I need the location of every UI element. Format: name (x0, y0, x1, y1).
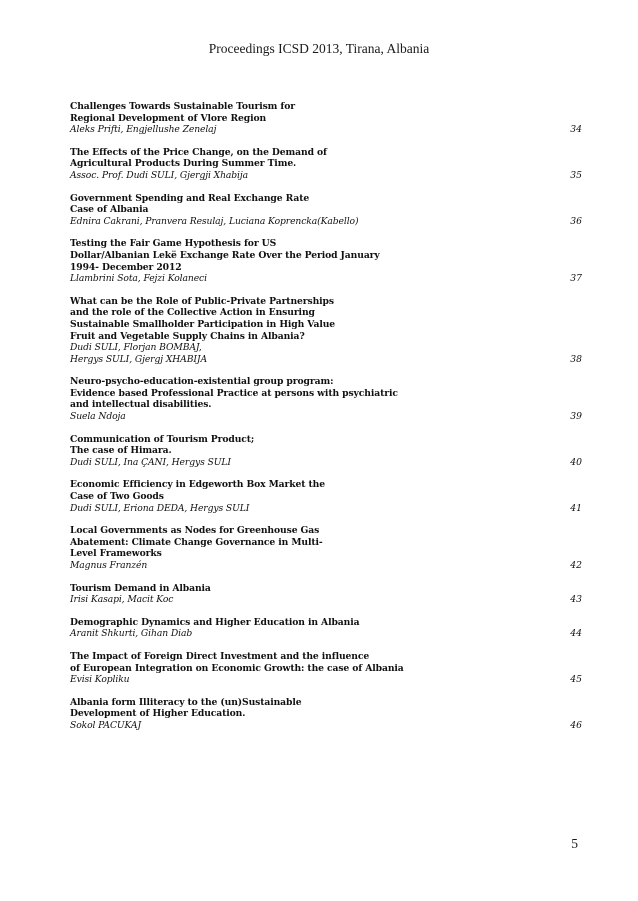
toc-entry-title: Tourism Demand in Albania (70, 582, 211, 594)
toc-entry (70, 238, 582, 284)
toc-entry-title: The Impact of Foreign Direct Investment and the influence (70, 650, 370, 662)
toc-entry-authors: Magnus Franzén (70, 560, 148, 571)
toc-entry-page: 40 (570, 456, 582, 468)
toc-entry-page: 34 (570, 124, 582, 136)
toc-entry-authors: Hergys SULI, Gjergj XHABIJA (70, 353, 208, 365)
toc-entry-page: 42 (570, 560, 582, 571)
toc-entry (70, 583, 582, 606)
toc-entry-title: Regional Development of Vlore Region (70, 112, 267, 124)
toc-entry-page: 45 (570, 674, 582, 686)
toc-entry-page: 41 (570, 502, 582, 514)
toc-entry-authors: Ednira Cakrani, Pranvera Resulaj, Luciana Koprencka(Kabello) (70, 215, 359, 227)
toc-entry-page: 38 (570, 353, 582, 365)
toc-entry-authors-row (70, 457, 582, 469)
toc-entry-title: Testing the Fair Game Hypothesis for US (70, 238, 277, 250)
toc-entry-title: Albania form Illiteracy to the (un)Sustainable (70, 696, 302, 708)
toc-entry (70, 651, 582, 686)
toc-entry (70, 525, 582, 571)
toc-entry-title: Communication of Tourism Product; (70, 433, 255, 445)
toc-entry (70, 193, 582, 228)
toc-entry-title: Abatement: Climate Change Governance in Multi- (70, 536, 323, 548)
toc-entry-authors-row (70, 124, 582, 136)
toc-entry-title: and the role of the Collective Action in Ensuring (70, 307, 315, 319)
toc-entry (70, 101, 582, 136)
toc-entry-authors: Aleks Prifti, Engjellushe Zenelaj (70, 124, 217, 136)
toc-entry-authors: Suela Ndoja (70, 411, 126, 423)
toc-entry-title: Case of Albania (70, 204, 149, 216)
toc-entry-authors-row (70, 411, 582, 423)
toc-entry (70, 296, 582, 366)
toc-entry-authors: Irisi Kasapi, Macit Koc (70, 594, 174, 606)
table-of-contents (70, 101, 582, 743)
toc-entry-page: 43 (570, 594, 582, 606)
toc-entry-title: Sustainable Smallholder Participation in High Value (70, 318, 336, 330)
toc-entry-title: The Effects of the Price Change, on the Demand of (70, 146, 327, 158)
toc-entry (70, 434, 582, 469)
toc-entry (70, 697, 582, 732)
toc-entry-title: Fruit and Vegetable Supply Chains in Albania? (70, 330, 305, 342)
toc-entry-title: of European Integration on Economic Growth: the case of Albania (70, 662, 404, 674)
toc-entry-page: 35 (570, 169, 582, 181)
toc-entry-authors: Dudi SULI, Ina ÇANI, Hergys SULI (70, 456, 231, 468)
toc-entry-authors: Sokol PACUKAJ (70, 719, 142, 731)
toc-entry-authors-row (70, 560, 582, 572)
toc-entry (70, 617, 582, 640)
toc-entry-authors-row (70, 342, 582, 354)
toc-entry-title: Government Spending and Real Exchange Rate (70, 192, 310, 204)
toc-entry-authors-row (70, 674, 582, 686)
toc-entry-title: Local Governments as Nodes for Greenhouse Gas (70, 525, 320, 537)
toc-entry-authors-row (70, 594, 582, 606)
toc-entry-authors-row (70, 628, 582, 640)
toc-entry-authors-row (70, 720, 582, 732)
toc-entry-title: What can be the Role of Public-Private Partnerships (70, 295, 334, 307)
toc-entry-authors-row (70, 503, 582, 515)
toc-entry-title: Neuro-psycho-education-existential group program: (70, 376, 334, 388)
toc-entry-authors-row (70, 273, 582, 285)
toc-entry-page: 37 (570, 273, 582, 285)
toc-entry-title: The case of Himara. (70, 445, 172, 457)
toc-entry-title: 1994- December 2012 (70, 261, 182, 273)
toc-entry-authors-row (70, 354, 582, 366)
page-header: Proceedings ICSD 2013, Tirana, Albania (208, 41, 430, 56)
toc-entry-title: Agricultural Products During Summer Time. (70, 158, 297, 170)
toc-entry-title: Demographic Dynamics and Higher Education in Albania (70, 616, 360, 628)
toc-entry-authors: Assoc. Prof. Dudi SULI, Gjergji Xhabija (70, 169, 249, 181)
toc-entry-title: Economic Efficiency in Edgeworth Box Market the (70, 479, 325, 491)
toc-entry-authors-row (70, 170, 582, 182)
toc-entry-page: 44 (570, 628, 582, 640)
toc-entry (70, 147, 582, 182)
toc-entry-title: and intellectual disabilities. (70, 399, 212, 411)
toc-entry-authors-row (70, 216, 582, 228)
toc-entry-page: 46 (570, 719, 582, 731)
toc-entry-authors: Llambrini Sota, Fejzi Kolaneci (70, 273, 207, 285)
toc-entry-title: Development of Higher Education. (70, 708, 246, 720)
toc-entry-page: 36 (570, 215, 582, 227)
toc-entry-page: 39 (570, 411, 582, 423)
toc-entry-title: Dollar/Albanian Lekë Exchange Rate Over the Period January (70, 249, 380, 261)
toc-entry (70, 479, 582, 514)
toc-entry-title: Challenges Towards Sustainable Tourism for (70, 101, 295, 112)
toc-entry-authors: Dudi SULI, Florjan BOMBAJ, (70, 342, 202, 354)
toc-entry-title: Evidence based Professional Practice at persons with psychiatric (70, 387, 398, 399)
toc-entry-authors: Evisi Kopliku (70, 674, 130, 686)
toc-entry-authors: Dudi SULI, Eriona DEDA, Hergys SULI (70, 502, 250, 514)
toc-entry-authors: Aranit Shkurti, Gihan Diab (70, 628, 193, 640)
toc-entry-title: Case of Two Goods (70, 491, 164, 503)
toc-entry (70, 376, 582, 422)
toc-entry-title: Level Frameworks (70, 548, 162, 560)
page-number: 5 (571, 836, 578, 851)
